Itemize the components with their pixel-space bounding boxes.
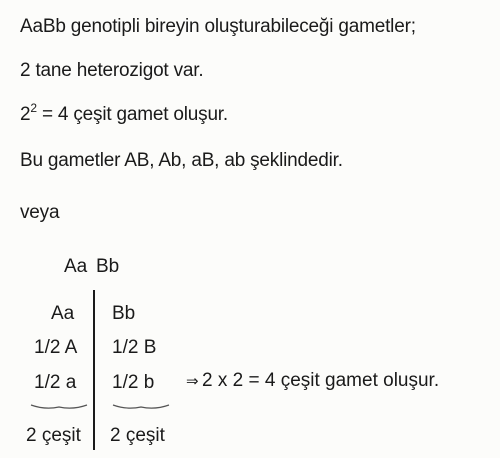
- power-rest: = 4 çeşit gamet oluşur.: [36, 104, 228, 125]
- implies-arrow-icon: ⇒: [186, 373, 199, 390]
- line-1: AaBb genotipli bireyin oluşturabileceği gametler;: [20, 16, 416, 37]
- header-right: Bb: [96, 256, 120, 277]
- right-total: 2 çeşit: [110, 425, 165, 446]
- line-5: veya: [20, 202, 60, 223]
- left-row-3: 1/2 a: [34, 372, 77, 393]
- vertical-divider: [93, 290, 95, 450]
- left-underbrace: [30, 404, 88, 410]
- line-2: 2 tane heterozigot var.: [20, 60, 204, 81]
- left-row-2: 1/2 A: [34, 337, 78, 358]
- left-total: 2 çeşit: [26, 425, 81, 446]
- right-row-3: 1/2 b: [112, 372, 155, 393]
- power-base: 2: [20, 104, 31, 125]
- line-4: Bu gametler AB, Ab, aB, ab şeklindedir.: [20, 150, 343, 171]
- right-row-2: 1/2 B: [112, 337, 157, 358]
- result-text: 2 x 2 = 4 çeşit gamet oluşur.: [202, 370, 440, 391]
- power-exponent: 2: [30, 101, 37, 115]
- right-underbrace: [112, 404, 170, 410]
- right-row-1: Bb: [112, 303, 136, 324]
- header-left: Aa: [64, 256, 88, 277]
- line-3: [20, 101, 228, 126]
- left-row-1: Aa: [51, 303, 75, 324]
